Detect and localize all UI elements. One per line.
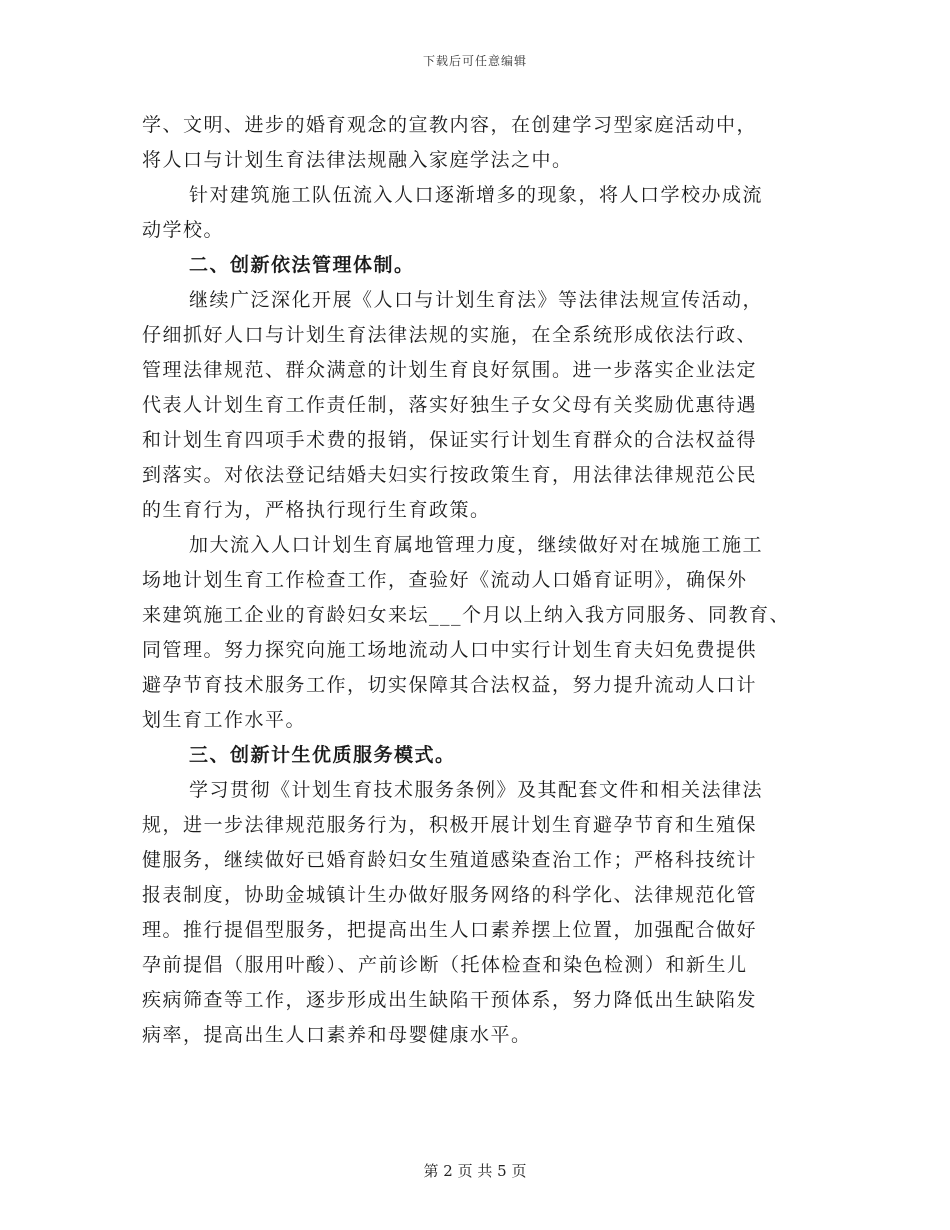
page-header: 下载后可任意编辑: [422, 54, 527, 68]
body-line: 代表人计划生育工作责任制，落实好独生子女父母有关奖励优惠待遇: [142, 394, 758, 416]
body-line: 和计划生育四项手术费的报销，保证实行计划生育群众的合法权益得: [142, 429, 758, 451]
paragraph-start: 学习贯彻《计划生育技术服务条例》及其配套文件和相关法律法: [189, 779, 764, 801]
body-line: 病率，提高出生人口素养和母婴健康水平。: [142, 1024, 532, 1046]
body-line: 仔细抓好人口与计划生育法律法规的实施，在全系统形成依法行政、: [142, 324, 758, 346]
body-line: 理。推行提倡型服务，把提高出生人口素养摆上位置，加强配合做好: [142, 919, 758, 941]
page-footer: 第 2 页 共 5 页: [423, 1162, 527, 1180]
paragraph-start: 加大流入人口计划生育属地管理力度，继续做好对在城施工施工: [189, 534, 764, 556]
body-line: 管理法律规范、群众满意的计划生育良好氛围。进一步落实企业法定: [142, 359, 758, 381]
paragraph-start: 针对建筑施工队伍流入人口逐渐增多的现象，将人口学校办成流: [189, 184, 764, 206]
body-line: 到落实。对依法登记结婚夫妇实行按政策生育，用法律法律规范公民: [142, 464, 758, 486]
body-line: 动学校。: [142, 219, 225, 241]
body-line: 来建筑施工企业的育龄妇女来坛___个月以上纳入我方同服务、同教育、: [142, 604, 791, 626]
body-line: 同管理。努力探究向施工场地流动人口中实行计划生育夫妇免费提供: [142, 639, 758, 661]
body-line: 场地计划生育工作检查工作，查验好《流动人口婚育证明》，确保外: [142, 569, 748, 591]
body-line: 报表制度，协助金城镇计生办做好服务网络的科学化、法律规范化管: [142, 884, 758, 906]
paragraph-start: 继续广泛深化开展《人口与计划生育法》等法律法规宣传活动，: [189, 289, 764, 311]
body-line: 将人口与计划生育法律法规融入家庭学法之中。: [142, 149, 573, 171]
document-body: [142, 108, 832, 1053]
body-line: 的生育行为，严格执行现行生育政策。: [142, 499, 491, 521]
body-line: 学、文明、进步的婚育观念的宣教内容，在创建学习型家庭活动中，: [142, 114, 758, 136]
body-line: 避孕节育技术服务工作，切实保障其合法权益，努力提升流动人口计: [142, 674, 758, 696]
body-line: 健服务，继续做好已婚育龄妇女生殖道感染查治工作；严格科技统计: [142, 849, 758, 871]
body-line: 规，进一步法律规范服务行为，积极开展计划生育避孕节育和生殖保: [142, 814, 758, 836]
body-line: 划生育工作水平。: [142, 709, 307, 731]
section-heading: 三、创新计生优质服务模式。: [189, 744, 456, 766]
body-line: 疾病筛查等工作，逐步形成出生缺陷干预体系，努力降低出生缺陷发: [142, 989, 758, 1011]
body-line: 孕前提倡（服用叶酸）、产前诊断（托体检查和染色检测）和新生儿: [142, 954, 748, 976]
section-heading: 二、创新依法管理体制。: [189, 254, 415, 276]
